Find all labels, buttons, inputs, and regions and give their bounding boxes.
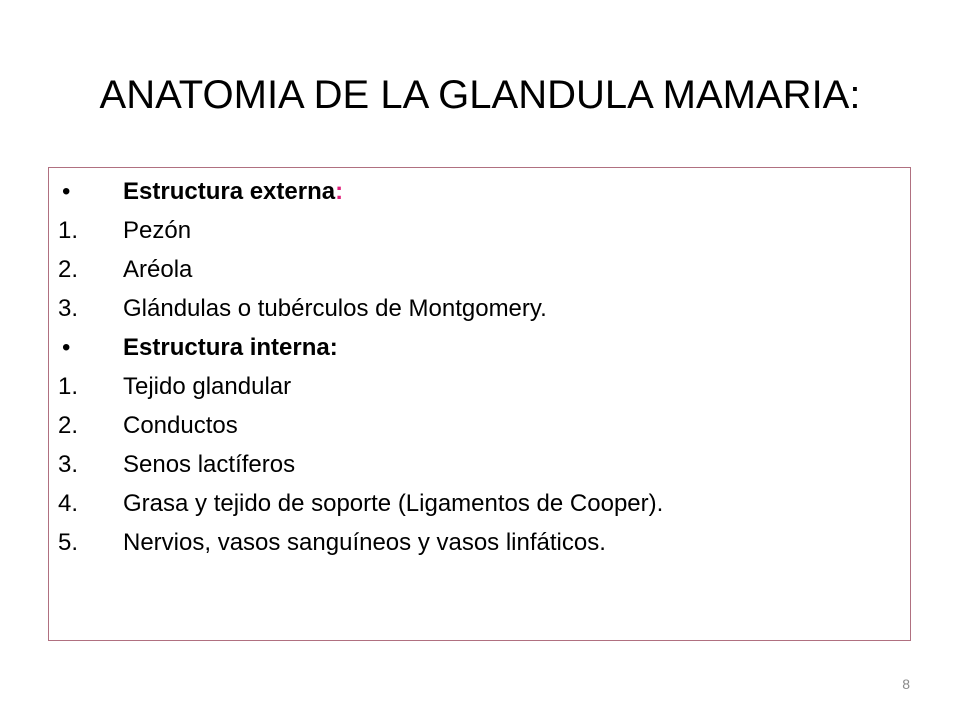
list-number: 5. xyxy=(58,529,79,556)
heading-label: Estructura externa xyxy=(123,178,336,205)
list-item xyxy=(49,523,910,562)
list-item xyxy=(49,211,910,250)
slide-title: ANATOMIA DE LA GLANDULA MAMARIA: xyxy=(99,73,861,117)
list-number: 4. xyxy=(58,490,79,517)
section-heading-internal xyxy=(49,328,910,367)
list-item-text: Tejido glandular xyxy=(123,373,292,400)
section-heading-text xyxy=(123,328,338,367)
list-number: 1. xyxy=(58,217,79,244)
section-heading-text xyxy=(123,172,343,211)
list-item xyxy=(49,367,910,406)
list-item xyxy=(49,250,910,289)
list-item xyxy=(49,445,910,484)
heading-colon-accent: : xyxy=(335,178,344,205)
list-item xyxy=(49,289,910,328)
list-item-text: Nervios, vasos sanguíneos y vasos linfáticos. xyxy=(123,529,606,556)
list-item-text: Glándulas o tubérculos de Montgomery. xyxy=(123,295,547,322)
list-item-text: Conductos xyxy=(123,412,238,439)
list-number: 2. xyxy=(58,412,79,439)
list-number: 2. xyxy=(58,256,79,283)
list-item-text: Pezón xyxy=(123,217,192,244)
content-box xyxy=(48,167,911,641)
list-item-text: Senos lactíferos xyxy=(123,451,296,478)
bullet-marker: • xyxy=(62,334,71,361)
section-heading-external xyxy=(49,172,910,211)
heading-colon: : xyxy=(329,334,338,361)
page-number: 8 xyxy=(902,676,910,692)
list-item xyxy=(49,484,910,523)
list-item xyxy=(49,406,910,445)
list-number: 3. xyxy=(58,295,79,322)
content-list xyxy=(49,172,910,562)
list-item-text: Grasa y tejido de soporte (Ligamentos de Cooper). xyxy=(123,490,664,517)
list-number: 1. xyxy=(58,373,79,400)
list-number: 3. xyxy=(58,451,79,478)
heading-label: Estructura interna xyxy=(123,334,330,361)
bullet-marker: • xyxy=(62,178,71,205)
list-item-text: Aréola xyxy=(123,256,193,283)
